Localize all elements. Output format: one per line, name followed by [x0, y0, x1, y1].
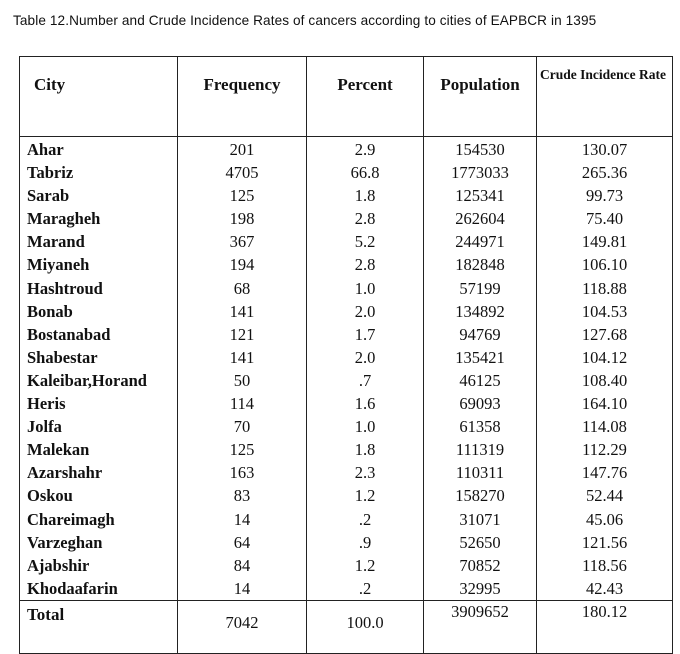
cell-city: Kaleibar,Horand — [27, 370, 147, 390]
cell-frequency: 14 — [233, 509, 251, 529]
cell-frequency: 121 — [229, 324, 255, 344]
cell-percent: 1.0 — [354, 417, 376, 437]
cell-rate: 118.88 — [582, 278, 627, 298]
header-percent: Percent — [307, 57, 424, 137]
cell-frequency: 83 — [233, 486, 251, 506]
cell-city: Varzeghan — [27, 532, 103, 552]
cell-population: 94769 — [459, 324, 501, 344]
cell-percent: 2.3 — [354, 463, 376, 483]
cell-city: Bonab — [27, 301, 73, 321]
total-rate: 180.12 — [537, 600, 673, 653]
cell-population: 244971 — [455, 232, 505, 252]
cell-rate: 130.07 — [581, 140, 628, 159]
cell-frequency: 367 — [229, 232, 255, 252]
city-column — [20, 137, 178, 601]
cell-frequency: 84 — [233, 555, 251, 575]
cell-percent: 1.7 — [354, 324, 376, 344]
cell-rate: 108.40 — [581, 370, 628, 390]
cell-frequency: 14 — [233, 578, 251, 598]
cell-city: Miyaneh — [27, 255, 90, 275]
cell-frequency: 201 — [229, 140, 255, 159]
frequency-column — [178, 137, 307, 601]
cell-city: Ahar — [27, 140, 64, 159]
cell-frequency: 163 — [229, 463, 255, 483]
cell-frequency: 50 — [233, 370, 251, 390]
cell-rate: 112.29 — [582, 440, 627, 460]
cell-rate: 52.44 — [585, 486, 624, 506]
header-population: Population — [424, 57, 537, 137]
cell-frequency: 194 — [229, 255, 255, 275]
cell-rate: 104.53 — [581, 301, 628, 321]
cell-population: 158270 — [455, 486, 505, 506]
cell-percent: 2.0 — [354, 347, 376, 367]
total-row — [20, 600, 673, 653]
cell-population: 262604 — [455, 209, 505, 229]
cell-frequency: 125 — [229, 440, 255, 460]
cell-percent: 1.0 — [354, 278, 376, 298]
total-percent: 100.0 — [307, 600, 424, 653]
cell-percent: 1.2 — [354, 555, 376, 575]
cell-rate: 42.43 — [585, 578, 624, 598]
total-population: 3909652 — [424, 600, 537, 653]
cell-population: 46125 — [459, 370, 501, 390]
cell-percent: 1.8 — [354, 440, 376, 460]
cell-population: 61358 — [459, 417, 501, 437]
cell-rate: 118.56 — [582, 555, 627, 575]
cell-percent: .9 — [358, 532, 372, 552]
cell-percent: 2.9 — [354, 140, 376, 159]
cell-population: 110311 — [455, 463, 505, 483]
cell-percent: 5.2 — [354, 232, 376, 252]
cell-percent: .2 — [358, 509, 372, 529]
cell-city: Jolfa — [27, 417, 62, 437]
cell-city: Oskou — [27, 486, 73, 506]
cell-percent: 2.8 — [354, 209, 376, 229]
cell-city: Shabestar — [27, 347, 98, 367]
cell-rate: 121.56 — [581, 532, 628, 552]
cell-percent: 1.6 — [354, 394, 376, 414]
header-frequency: Frequency — [178, 57, 307, 137]
cell-rate: 106.10 — [581, 255, 628, 275]
data-body — [20, 137, 673, 601]
total-label: Total — [20, 600, 178, 653]
cell-rate: 99.73 — [585, 186, 624, 206]
cell-rate: 45.06 — [585, 509, 624, 529]
cell-frequency: 125 — [229, 186, 255, 206]
cell-frequency: 64 — [233, 532, 251, 552]
cell-population: 111319 — [455, 440, 505, 460]
cell-frequency: 198 — [229, 209, 255, 229]
cell-percent: .2 — [358, 578, 372, 598]
cell-percent: 66.8 — [350, 163, 380, 183]
header-row — [20, 57, 673, 137]
table-caption: Table 12.Number and Crude Incidence Rates of cancers according to cities of EAPBCR in 1395 — [13, 13, 597, 28]
cell-rate: 164.10 — [581, 394, 628, 414]
header-city: City — [20, 57, 178, 137]
cell-city: Heris — [27, 394, 66, 414]
cell-rate: 104.12 — [581, 347, 628, 367]
cell-rate: 75.40 — [585, 209, 624, 229]
cell-frequency: 114 — [229, 394, 255, 414]
cell-population: 182848 — [455, 255, 505, 275]
cell-city: Marand — [27, 232, 85, 252]
cell-percent: 2.0 — [354, 301, 376, 321]
cell-frequency: 68 — [233, 278, 251, 298]
total-frequency: 7042 — [178, 600, 307, 653]
cell-percent: 1.2 — [354, 486, 376, 506]
cell-percent: 2.8 — [354, 255, 376, 275]
cell-population: 135421 — [455, 347, 505, 367]
cell-city: Hashtroud — [27, 278, 103, 298]
cell-population: 1773033 — [451, 163, 509, 183]
rate-column — [537, 137, 673, 601]
cell-frequency: 4705 — [225, 163, 259, 183]
cell-rate: 265.36 — [581, 163, 628, 183]
header-crude-incidence-rate: Crude Incidence Rate — [537, 57, 673, 137]
cell-percent: 1.8 — [354, 186, 376, 206]
cell-rate: 147.76 — [581, 463, 628, 483]
cell-city: Tabriz — [27, 163, 74, 183]
cell-frequency: 141 — [229, 347, 255, 367]
cell-city: Ajabshir — [27, 555, 90, 575]
percent-column — [307, 137, 424, 601]
cell-rate: 149.81 — [581, 232, 628, 252]
cell-city: Sarab — [27, 186, 70, 206]
cell-city: Malekan — [27, 440, 90, 460]
cell-city: Azarshahr — [27, 463, 103, 483]
cell-rate: 114.08 — [582, 417, 627, 437]
cell-population: 70852 — [459, 555, 501, 575]
cell-frequency: 70 — [233, 417, 251, 437]
cell-population: 125341 — [455, 186, 505, 206]
cell-city: Khodaafarin — [27, 578, 118, 598]
cell-population: 32995 — [459, 578, 501, 598]
cell-rate: 127.68 — [581, 324, 628, 344]
cell-city: Bostanabad — [27, 324, 111, 344]
incidence-table — [19, 56, 673, 654]
cell-percent: .7 — [358, 370, 372, 390]
cell-population: 31071 — [459, 509, 501, 529]
population-column — [424, 137, 537, 601]
cell-city: Chareimagh — [27, 509, 115, 529]
cell-population: 134892 — [455, 301, 505, 321]
cell-frequency: 141 — [229, 301, 255, 321]
cell-population: 52650 — [459, 532, 501, 552]
cell-population: 154530 — [455, 140, 505, 159]
cell-population: 57199 — [459, 278, 501, 298]
cell-population: 69093 — [459, 394, 501, 414]
cell-city: Maragheh — [27, 209, 101, 229]
